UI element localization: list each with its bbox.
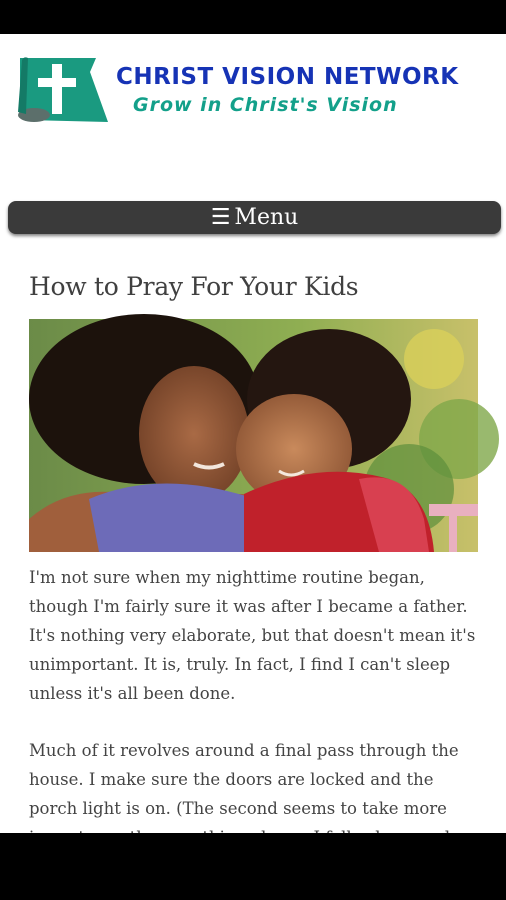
site-title[interactable]: CHRIST VISION NETWORK <box>116 64 459 90</box>
status-bar <box>0 0 506 34</box>
web-viewport[interactable] <box>0 34 506 833</box>
cross-banner-icon <box>16 52 108 126</box>
menu-toggle-button[interactable] <box>8 201 501 234</box>
post-paragraph: Much of it revolves around a final pass through the house. I make sure the doors are locked and the porch light is on. (The second seems to take more <box>29 741 459 818</box>
post-paragraph: I'm not sure when my nighttime routine began, though I'm fairly sure it was after I became a father. It's nothing very elaborate, but that doesn't mean it's unimportant. It is, truly. In fact, I find I can't sleep unless it's all been done. <box>29 568 476 703</box>
hamburger-icon: ☰ <box>210 204 231 230</box>
site-tagline: Grow in Christ's Vision <box>133 94 398 116</box>
post-featured-image <box>29 319 478 552</box>
site-logo[interactable] <box>16 52 108 126</box>
menu-label: Menu <box>234 205 299 230</box>
post-title: How to Pray For Your Kids <box>29 272 359 301</box>
navigation-bar <box>0 833 506 900</box>
